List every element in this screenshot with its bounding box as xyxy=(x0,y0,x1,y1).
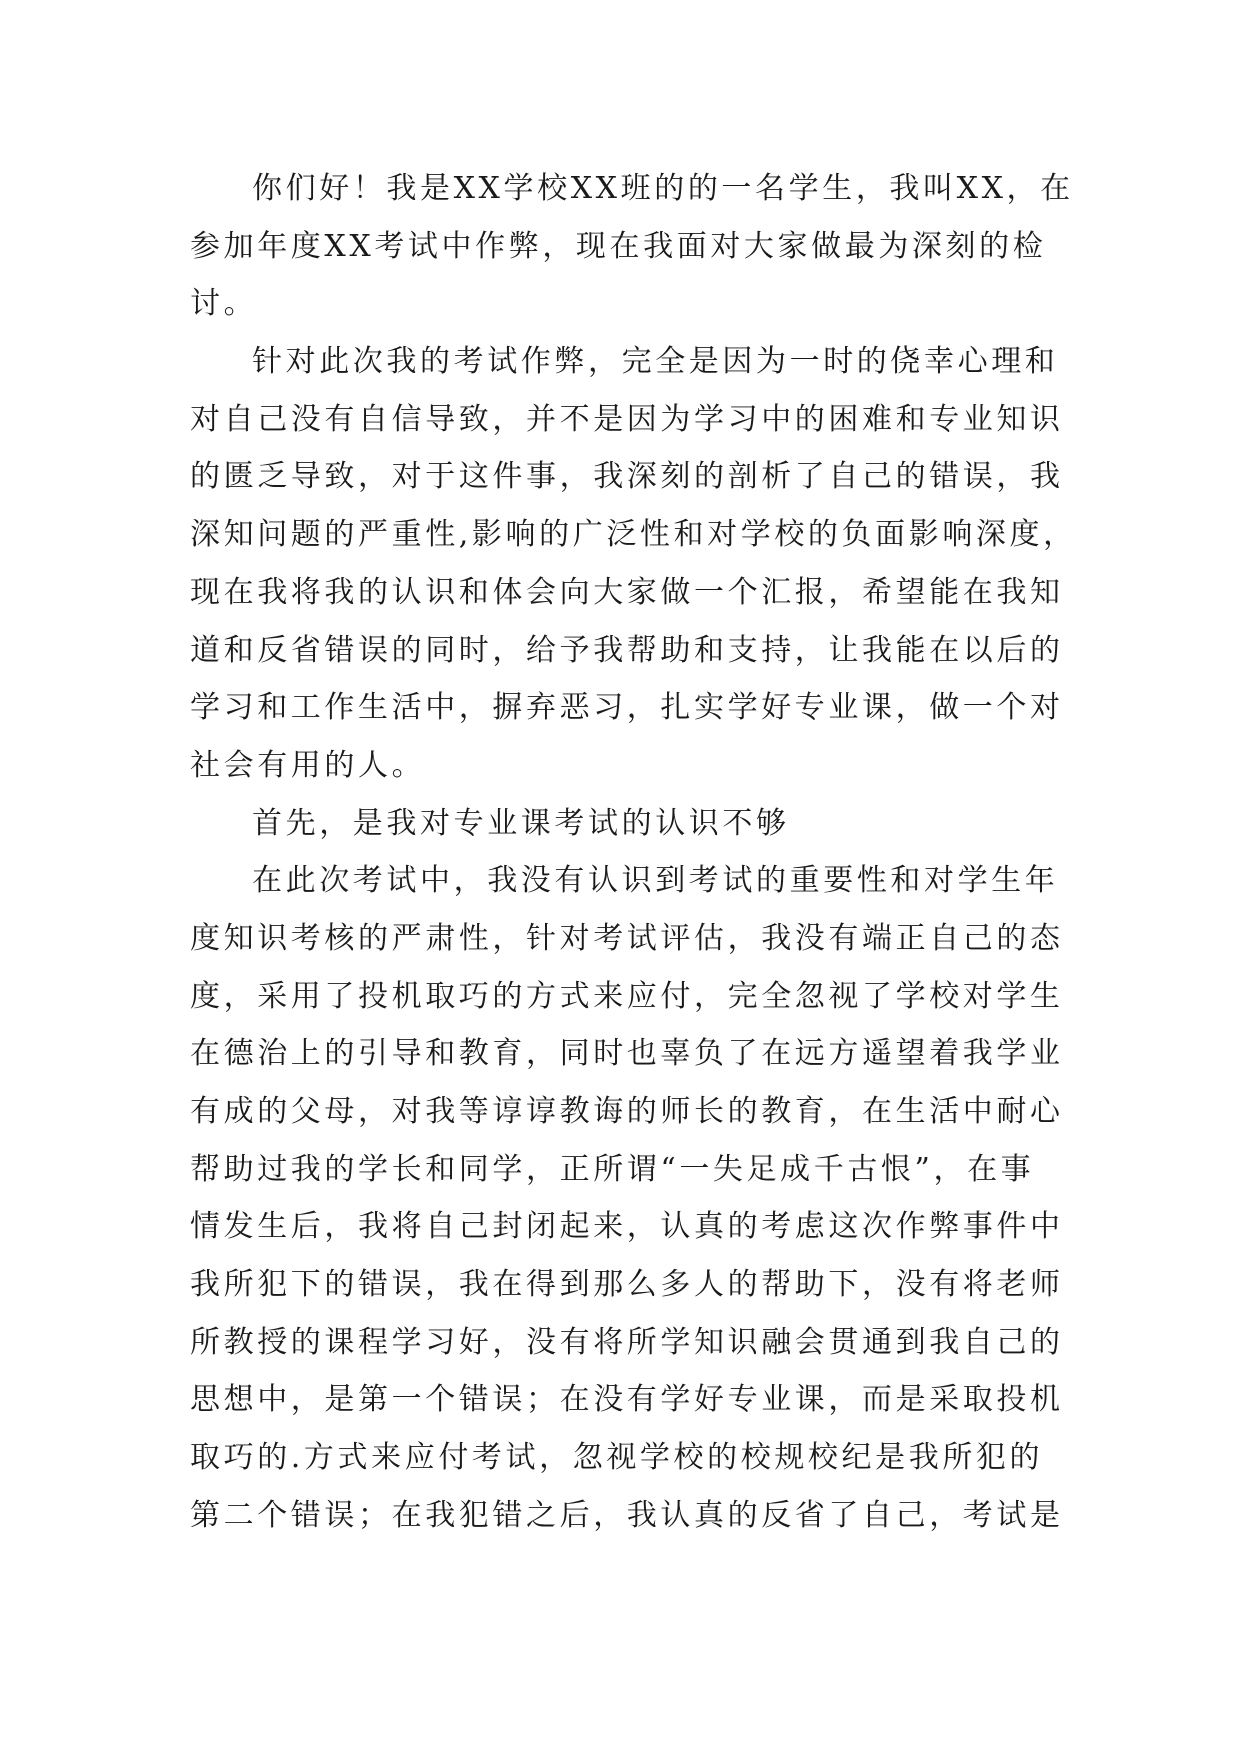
paragraph-line: 在此次考试中，我没有认识到考试的重要性和对学生年 xyxy=(252,863,1059,899)
paragraph-line: 第二个错误；在我犯错之后，我认真的反省了自己，考试是 xyxy=(190,1497,1064,1533)
paragraph-line: 度知识考核的严肃性，针对考试评估，我没有端正自己的态 xyxy=(190,920,1064,956)
paragraph-line: 在德治上的引导和教育，同时也辜负了在远方遥望着我学业 xyxy=(190,1036,1064,1072)
paragraph-line: 思想中，是第一个错误；在没有学好专业课，而是采取投机 xyxy=(190,1382,1064,1418)
section-heading: 首先，是我对专业课考试的认识不够 xyxy=(252,805,790,841)
paragraph-line: 度，采用了投机取巧的方式来应付，完全忽视了学校对学生 xyxy=(190,978,1064,1014)
paragraph-line: 所教授的课程学习好，没有将所学知识融会贯通到我自己的 xyxy=(190,1324,1064,1360)
paragraph-line: 对自己没有自信导致，并不是因为学习中的困难和专业知识 xyxy=(190,401,1064,437)
document-body xyxy=(190,160,1077,1545)
paragraph-line: 的匮乏导致，对于这件事，我深刻的剖析了自己的错误，我 xyxy=(190,459,1064,495)
paragraph-line: 参加年度XX考试中作弊，现在我面对大家做最为深刻的检 xyxy=(190,228,1047,264)
paragraph-line: 现在我将我的认识和体会向大家做一个汇报，希望能在我知 xyxy=(190,574,1064,610)
paragraph-line: 学习和工作生活中，摒弃恶习，扎实学好专业课，做一个对 xyxy=(190,690,1064,726)
paragraph-line: 社会有用的人。 xyxy=(190,747,426,783)
paragraph-line: 你们好！我是XX学校XX班的的一名学生，我叫XX，在 xyxy=(252,171,1074,206)
paragraph-line: 深知问题的严重性,影响的广泛性和对学校的负面影响深度， xyxy=(190,517,1077,553)
paragraph-line: 针对此次我的考试作弊，完全是因为一时的侥幸心理和 xyxy=(252,344,1059,380)
paragraph-line: 我所犯下的错误，我在得到那么多人的帮助下，没有将老师 xyxy=(190,1267,1064,1303)
paragraph-line: 取巧的.方式来应付考试，忽视学校的校规校纪是我所犯的 xyxy=(190,1440,1044,1476)
paragraph-line: 道和反省错误的同时，给予我帮助和支持，让我能在以后的 xyxy=(190,632,1064,668)
paragraph-line: 帮助过我的学长和同学，正所谓“一失足成千古恨”，在事 xyxy=(190,1151,1035,1187)
paragraph-line: 讨。 xyxy=(190,286,258,322)
paragraph-line: 有成的父母，对我等谆谆教诲的师长的教育，在生活中耐心 xyxy=(190,1094,1064,1129)
paragraph-line: 情发生后，我将自己封闭起来，认真的考虑这次作弊事件中 xyxy=(190,1209,1064,1245)
